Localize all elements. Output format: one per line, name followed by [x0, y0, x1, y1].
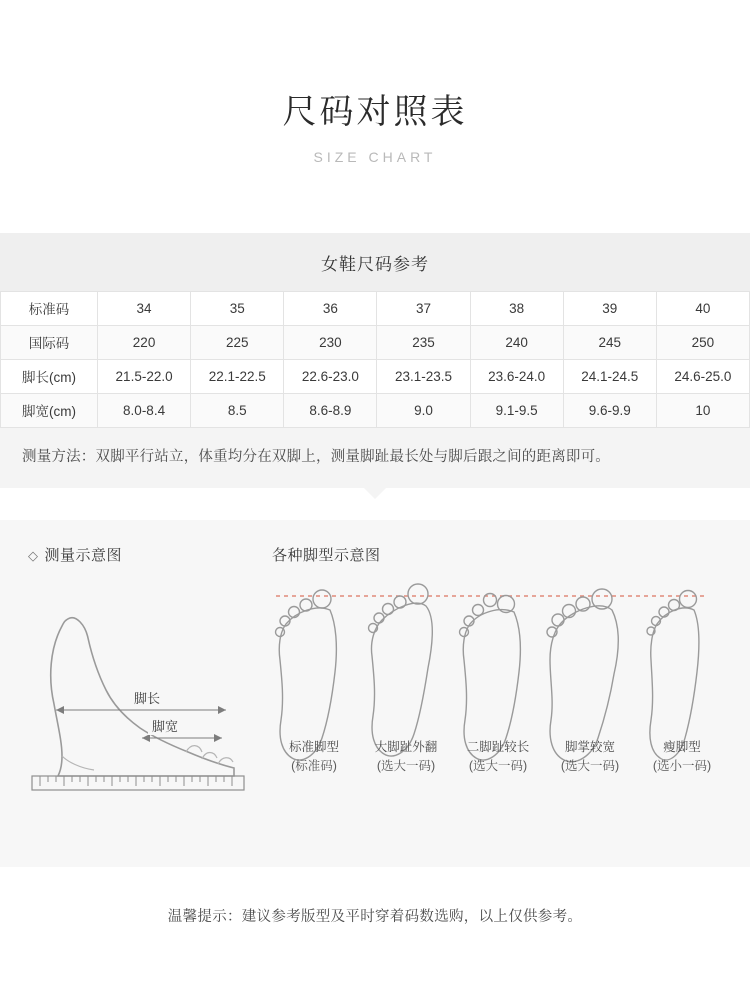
- foot-width-label: 脚宽: [148, 716, 182, 735]
- foot-type-advice: (选大一码): [468, 758, 528, 773]
- row-header: 国际码: [1, 325, 98, 359]
- table-cell: 245: [563, 325, 656, 359]
- table-cell: 10: [656, 393, 749, 427]
- foot-types-label-text: 各种脚型示意图: [272, 546, 381, 564]
- table-cell: 21.5-22.0: [98, 359, 191, 393]
- foot-type-item: [452, 738, 544, 777]
- table-cell: 230: [284, 325, 377, 359]
- page-subtitle: SIZE CHART: [313, 148, 437, 165]
- foot-type-captions: [268, 738, 730, 777]
- table-cell: 9.6-9.9: [563, 393, 656, 427]
- table-cell: 240: [470, 325, 563, 359]
- diamond-icon: ◇: [28, 547, 39, 563]
- foot-types-diagram: [268, 578, 730, 828]
- table-cell: 8.0-8.4: [98, 393, 191, 427]
- foot-types-label: [272, 544, 381, 565]
- table-cell: 22.1-22.5: [191, 359, 284, 393]
- foot-type-advice: (选大一码): [376, 758, 436, 773]
- table-cell: 235: [377, 325, 470, 359]
- page-header: [0, 0, 750, 165]
- footer-tip: 温馨提示：建议参考版型及平时穿着码数选购，以上仅供参考。: [167, 909, 583, 925]
- table-cell: 34: [98, 291, 191, 325]
- foot-type-advice: (选小一码): [652, 758, 712, 773]
- table-cell: 225: [191, 325, 284, 359]
- page-title: 尺码对照表: [282, 93, 468, 131]
- foot-type-name: 脚掌较宽: [564, 739, 615, 754]
- measure-diagram-label-text: 测量示意图: [44, 546, 123, 564]
- table-row: [1, 393, 750, 427]
- foot-type-item: [636, 738, 728, 777]
- table-cell: 35: [191, 291, 284, 325]
- table-row: [1, 359, 750, 393]
- foot-type-advice: (选大一码): [560, 758, 620, 773]
- diagram-section: [0, 520, 750, 867]
- foot-type-name: 瘦脚型: [663, 739, 701, 754]
- table-cell: 36: [284, 291, 377, 325]
- size-table: [0, 291, 750, 428]
- table-cell: 40: [656, 291, 749, 325]
- arrow-down-icon: [364, 488, 386, 499]
- foot-length-label: 脚长: [130, 688, 164, 707]
- table-row: [1, 291, 750, 325]
- table-cell: 24.1-24.5: [563, 359, 656, 393]
- table-cell: 220: [98, 325, 191, 359]
- foot-type-name: 标准脚型: [288, 739, 339, 754]
- table-cell: 23.1-23.5: [377, 359, 470, 393]
- table-cell: 22.6-23.0: [284, 359, 377, 393]
- foot-type-name: 大脚趾外翻: [374, 739, 438, 754]
- foot-type-name: 二脚趾较长: [466, 739, 530, 754]
- row-header: 标准码: [1, 291, 98, 325]
- table-cell: 9.1-9.5: [470, 393, 563, 427]
- row-header: 脚长(cm): [1, 359, 98, 393]
- table-cell: 9.0: [377, 393, 470, 427]
- size-table-block: [0, 233, 750, 502]
- size-table-caption: 女鞋尺码参考: [0, 233, 750, 291]
- foot-type-item: [544, 738, 636, 777]
- foot-type-item: [268, 738, 360, 777]
- row-header: 脚宽(cm): [1, 393, 98, 427]
- table-cell: 24.6-25.0: [656, 359, 749, 393]
- table-cell: 38: [470, 291, 563, 325]
- table-cell: 8.6-8.9: [284, 393, 377, 427]
- table-cell: 39: [563, 291, 656, 325]
- table-cell: 37: [377, 291, 470, 325]
- table-row: [1, 325, 750, 359]
- measure-diagram-label: [28, 544, 122, 565]
- table-cell: 23.6-24.0: [470, 359, 563, 393]
- foot-type-advice: (标准码): [291, 758, 337, 773]
- table-cell: 8.5: [191, 393, 284, 427]
- table-cell: 250: [656, 325, 749, 359]
- measurement-method-note: 测量方法：双脚平行站立，体重均分在双脚上，测量脚趾最长处与脚后跟之间的距离即可。: [0, 428, 750, 488]
- arrow-row: [0, 488, 750, 502]
- foot-type-item: [360, 738, 452, 777]
